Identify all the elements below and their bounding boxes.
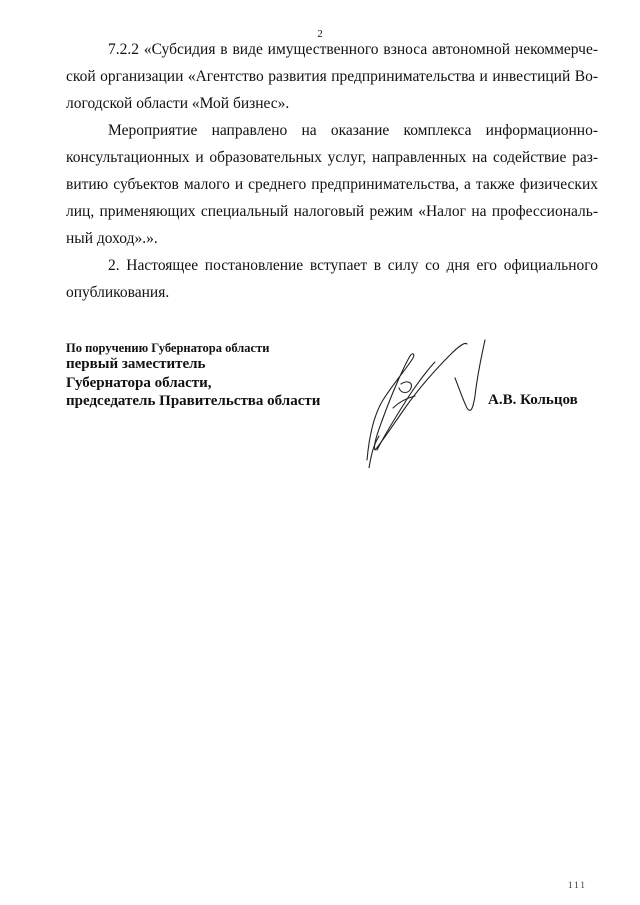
paragraph-1-line-1: 7.2.2 «Субсидия в виде имущественного взноса автономной некоммерче-	[108, 41, 598, 58]
signatory-title-line-3: председатель Правительства области	[66, 393, 321, 409]
paragraph-1-line-2: ской организации «Агентство развития предпринимательства и инвестиций Во-	[66, 68, 598, 85]
paragraph-1-line-3: логодской области «Мой бизнес».	[66, 95, 290, 112]
paragraph-2-line-2: консультационных и образовательных услуг, направленных на содействие раз-	[66, 149, 598, 166]
paragraph-2-line-4: лиц, применяющих специальный налоговый режим «Налог на профессиональ-	[66, 203, 598, 220]
handwritten-signature	[355, 338, 490, 468]
paragraph-2-line-3: витию субъектов малого и среднего предпринимательства, а также физических	[66, 176, 598, 193]
signatory-name: А.В. Кольцов	[488, 392, 578, 408]
footer-mark: 111	[568, 880, 587, 890]
on-behalf-line: По поручению Губернатора области	[66, 341, 270, 355]
signatory-title-line-2: Губернатора области,	[66, 375, 212, 391]
signatory-title-line-1: первый заместитель	[66, 356, 206, 372]
paragraph-3-line-2: опубликования.	[66, 284, 170, 301]
paragraph-2-line-1: Мероприятие направлено на оказание комплекса информационно-	[108, 122, 598, 139]
paragraph-2-line-5: ный доход».».	[66, 230, 158, 247]
paragraph-3-line-1: 2. Настоящее постановление вступает в силу со дня его официального	[108, 257, 598, 274]
page-number: 2	[317, 28, 323, 40]
